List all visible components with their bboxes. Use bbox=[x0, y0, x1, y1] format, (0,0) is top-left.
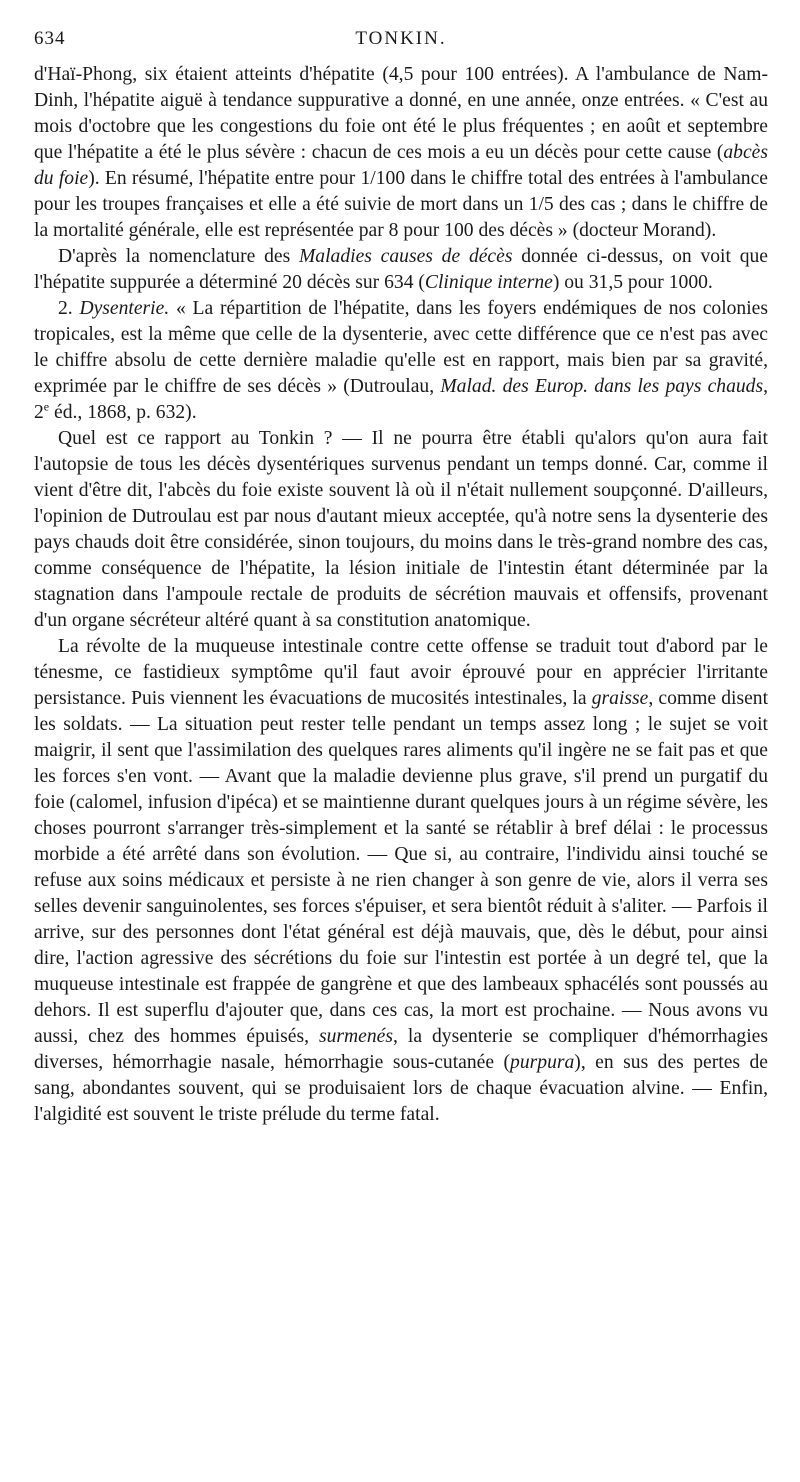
paragraph-revolte-muqueuse: La révolte de la muqueuse intestinale contre cette offense se traduit tout d'abord par le ténesme, ce fastidieux symptôme qu'il faut avoir éprouvé pour en apprécier l'irritante persistance. Puis viennent les évacuations de mucosités intestinales, la graisse, comme disent les soldats. — La situation peut rester telle pendant un temps assez long ; le sujet se voit maigrir, il sent que l'assimilation des quelques rares aliments qu'il ingère ne se fait pas et que les forces s'en vont. — Avant que la maladie devienne plus grave, s'il prend un purgatif du foie (calomel, infusion d'ipéca) et se maintienne durant quelques jours à un régime sévère, les choses pourront s'arranger très-simplement et la santé se rétablir à bref délai : le processus morbide a été arrêté dans son évolution. — Que si, au contraire, l'individu ainsi touché se refuse aux soins médicaux et persiste à ne rien changer à son genre de vie, alors il verra ses selles devenir sanguinolentes, ses forces s'épuiser, et sera bientôt réduit à s'aliter. — Parfois il arrive, sur des personnes dont l'état général est déjà mauvais, que, dès le début, pour ainsi dire, l'action agressive des sécrétions du foie sur l'intestin est portée à un degré tel, que la muqueuse intestinale est frappée de gangrène et que des lambeaux sphacélés sont poussés au dehors. Il est superflu d'ajouter que, dans ces cas, la mort est prochaine. — Nous avons vu aussi, chez des hommes épuisés, surmenés, la dysenterie se compliquer d'hémorrhagies diverses, hémorrhagie nasale, hémorrhagie sous-cutanée (purpura), en sus des pertes de sang, abondantes souvent, qui se produisaient lors de chaque évacuation alvine. — Enfin, l'algidité est souvent le triste prélude du terme fatal. bbox=[34, 636, 769, 1125]
italic-maladies-causes-de-deces: Maladies causes de décès bbox=[298, 246, 513, 267]
paragraph-rapport-au-tonkin: Quel est ce rapport au Tonkin ? — Il ne pourra être établi qu'alors qu'on aura fait l'autopsie de tous les décès dysentériques survenus pendant un temps donné. Car, comme il vient d'être dit, l'abcès du foie existe souvent là où il n'était nullement soupçonné. D'ailleurs, l'opinion de Dutroulau est par nous d'autant mieux acceptée, qu'à notre sens la dysenterie des pays chauds doit être considérée, sinon toujours, du moins dans le très-grand nombre des cas, comme conséquence de l'hépatite, la lésion initiale de l'intestin étant déterminée par la stagnation dans l'ampoule rectale de produits de sécrétion mauvais et offensifs, provenant d'un organe sécréteur altéré quant à sa constitution anatomique. bbox=[34, 428, 768, 631]
paragraph-dysenterie-heading: 2. Dysenterie. « La répartition de l'hépatite, dans les foyers endémiques de nos colonies tropicales, est la même que celle de la dysenterie, avec cette différence que ce n'est pas avec le chiffre absolu de cette dernière maladie qu'elle est en rapport, mais bien par sa gravité, exprimée par le chiffre de ses décès » (Dutroulau, Malad. des Europ. dans les pays chauds, 2e éd., 1868, p. 632). bbox=[34, 298, 768, 423]
italic-book-citation: Malad. des Europ. dans les pays chauds bbox=[440, 376, 764, 397]
italic-surmenes: surmenés bbox=[318, 1026, 393, 1047]
paragraph-nomenclature: D'après la nomenclature des Maladies causes de décès donnée ci-dessus, on voit que l'hépatite suppurée a déterminé 20 décès sur 634 (Clinique interne) ou 31,5 pour 1000. bbox=[34, 246, 768, 293]
page-number: 634 bbox=[34, 28, 66, 49]
section-title-dysenterie: Dysenterie. bbox=[79, 298, 170, 319]
body-text bbox=[34, 62, 768, 1128]
italic-purpura: purpura bbox=[510, 1052, 575, 1073]
superscript-edition: e bbox=[43, 399, 50, 414]
running-title: TONKIN. bbox=[355, 28, 447, 49]
running-head bbox=[34, 28, 768, 62]
paragraph-hepatite-statistics: d'Haï-Phong, six étaient atteints d'hépatite (4,5 pour 100 entrées). A l'ambulance de Nam-Dinh, l'hépatite aiguë à tendance suppurative a donné, en une année, onze entrées. « C'est au mois d'octobre que les congestions du foie ont été le plus fréquentes ; en août et septembre que l'hépatite a été le plus sévère : chacun de ces mois a eu un décès pour cette cause (abcès du foie). En résumé, l'hépatite entre pour 1/100 dans le chiffre total des entrées à l'ambulance pour les troupes françaises et elle a été suivie de mort dans un 1/5 des cas ; dans le chiffre de la mortalité générale, elle est représentée par 8 pour 100 des décès » (docteur Morand). bbox=[34, 64, 769, 241]
italic-clinique-interne: Clinique interne bbox=[424, 272, 553, 293]
italic-abces-du-foie: abcès du foie bbox=[34, 142, 768, 189]
italic-graisse: graisse bbox=[591, 688, 649, 709]
